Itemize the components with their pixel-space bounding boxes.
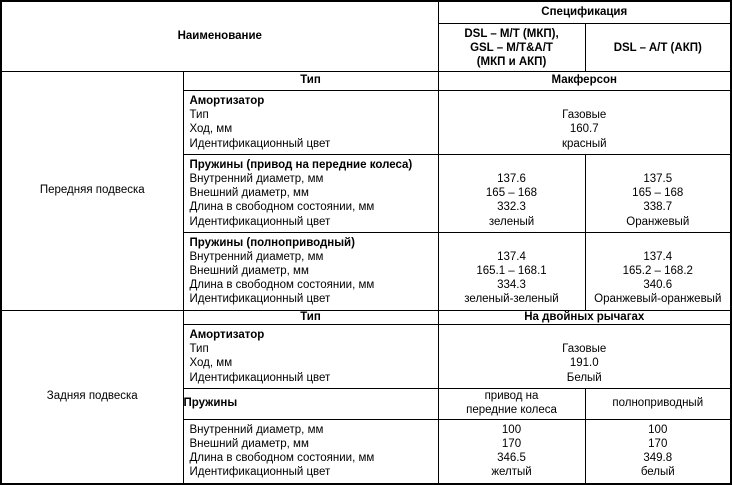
front-springs-awd-col2-value-4: Оранжевый-оранжевый	[594, 293, 722, 306]
front-springs-fwd-col1-value-3: 332.3	[497, 201, 526, 214]
front-springs-fwd-col1-value-1: 137.6	[497, 172, 526, 185]
rear-springs-col1-value-1: 100	[501, 423, 522, 436]
front-springs-fwd-values-col2	[585, 154, 731, 232]
front-springs-awd-label-3: Длина в свободном состоянии, мм	[189, 279, 375, 292]
rear-springs-col2-value-4: белый	[640, 466, 675, 479]
front-springs-awd-col1-spacer	[439, 236, 585, 250]
header-spec-column-1-line-2: GSL – M/T&A/T	[470, 41, 553, 54]
front-springs-fwd-label-2: Внешний диаметр, мм	[189, 187, 309, 200]
rear-shock-absorber-title: Амортизатор	[189, 329, 265, 342]
front-springs-awd-labels	[183, 232, 438, 310]
header-spec-column-2-line-1: DSL – A/T (АКП)	[613, 41, 702, 54]
front-shock-absorber-labels	[183, 91, 438, 155]
front-springs-fwd-label-1: Внутренний диаметр, мм	[189, 172, 324, 185]
front-springs-awd-col1-value-2: 165.1 – 168.1	[476, 265, 547, 278]
front-springs-awd-label-2: Внешний диаметр, мм	[189, 265, 309, 278]
rear-springs-title: Пружины	[183, 388, 438, 419]
header-spec-column-2	[585, 24, 731, 72]
front-shock-absorber-label-2: Ход, мм	[189, 123, 233, 136]
rear-springs-col2-value-3: 349.8	[643, 452, 673, 465]
front-springs-awd-values-col2	[585, 232, 731, 310]
section-label-rear-suspension: Задняя подвеска	[1, 310, 183, 483]
rear-springs-subhead-col2-line-1: полноприводный	[612, 397, 704, 410]
front-springs-awd-label-4: Идентификационный цвет	[189, 293, 331, 306]
front-springs-awd-label-1: Внутренний диаметр, мм	[189, 250, 324, 263]
front-shock-absorber-value-2: 160.7	[569, 123, 599, 136]
front-type-row	[1, 72, 731, 91]
front-springs-awd-col1-value-4: зеленый-зеленый	[464, 293, 559, 306]
rear-type-row	[1, 310, 731, 324]
header-spec-column-1	[438, 24, 585, 72]
rear-shock-absorber-label-3: Идентификационный цвет	[189, 371, 331, 384]
rear-type-label: Тип	[183, 310, 438, 324]
rear-shock-absorber-value-1: Газовые	[562, 343, 607, 356]
rear-springs-label-4: Идентификационный цвет	[189, 466, 331, 479]
front-springs-awd-col2-value-3: 340.6	[643, 279, 673, 292]
rear-shock-absorber-labels	[183, 325, 438, 389]
front-springs-fwd-col2-spacer	[586, 158, 731, 172]
front-springs-fwd-col2-value-3: 338.7	[643, 201, 673, 214]
rear-springs-subhead-col2	[585, 388, 731, 419]
front-type-value: Макферсон	[438, 72, 731, 91]
header-specification-group: Спецификация	[438, 1, 731, 24]
front-springs-fwd-col1-value-4: зеленый	[488, 215, 535, 228]
header-spec-column-1-line-1: DSL – M/T (МКП),	[464, 27, 559, 40]
front-springs-fwd-col2-value-2: 165 – 168	[632, 187, 684, 200]
front-springs-fwd-values-col1	[438, 154, 585, 232]
rear-springs-subhead-col1	[438, 388, 585, 419]
header-name-column: Наименование	[1, 1, 438, 72]
rear-shock-absorber-value-3: Белый	[566, 371, 602, 384]
rear-springs-label-3: Длина в свободном состоянии, мм	[189, 452, 375, 465]
rear-springs-col2-value-1: 100	[648, 423, 668, 436]
rear-springs-values-col2	[585, 419, 731, 483]
rear-springs-label-1: Внутренний диаметр, мм	[189, 423, 324, 436]
rear-springs-col1-value-3: 346.5	[497, 452, 526, 465]
rear-shock-absorber-label-2: Ход, мм	[189, 357, 233, 370]
front-springs-awd-col2-spacer	[586, 236, 731, 250]
front-type-label: Тип	[183, 72, 438, 91]
front-springs-awd-values-col1	[438, 232, 585, 310]
front-shock-absorber-values	[438, 91, 731, 155]
front-shock-absorber-value-3: красный	[561, 137, 607, 150]
front-springs-awd-col1-value-1: 137.4	[497, 250, 526, 263]
front-springs-awd-title: Пружины (полноприводный)	[189, 236, 355, 249]
front-springs-awd-col2-value-1: 137.4	[643, 250, 673, 263]
front-springs-awd-col2-value-2: 165.2 – 168.2	[622, 265, 693, 278]
front-springs-awd-col1-value-3: 334.3	[497, 279, 526, 292]
front-springs-fwd-labels	[183, 154, 438, 232]
rear-springs-labels	[183, 419, 438, 483]
table-header-row-group	[1, 1, 731, 24]
front-shock-absorber-value-1: Газовые	[562, 109, 607, 122]
front-springs-fwd-col2-value-4: Оранжевый	[626, 215, 690, 228]
rear-type-value: На двойных рычагах	[438, 310, 731, 324]
front-springs-fwd-col1-value-2: 165 – 168	[485, 187, 538, 200]
rear-springs-col1-value-2: 170	[501, 438, 522, 451]
front-springs-fwd-col2-value-1: 137.5	[643, 172, 673, 185]
rear-springs-values-col1	[438, 419, 585, 483]
rear-shock-absorber-value-2: 191.0	[569, 357, 599, 370]
front-shock-absorber-label-3: Идентификационный цвет	[189, 137, 331, 150]
rear-shock-absorber-label-1: Тип	[189, 343, 209, 356]
rear-shock-absorber-values	[438, 325, 731, 389]
front-springs-fwd-title: Пружины (привод на передние колеса)	[189, 158, 413, 171]
front-springs-fwd-label-3: Длина в свободном состоянии, мм	[189, 201, 375, 214]
rear-springs-subhead-col1-line-2: передние колеса	[466, 403, 557, 416]
header-spec-column-1-line-3: (МКП и АКП)	[476, 55, 547, 68]
front-shock-absorber-spacer	[439, 94, 731, 108]
front-shock-absorber-label-1: Тип	[189, 109, 209, 122]
rear-shock-absorber-spacer	[439, 328, 731, 342]
front-shock-absorber-title: Амортизатор	[189, 95, 265, 107]
rear-springs-subhead-col1-line-1: привод на	[484, 390, 539, 403]
rear-springs-col2-value-2: 170	[648, 438, 668, 451]
front-springs-fwd-col1-spacer	[439, 158, 585, 172]
section-label-front-suspension: Передняя подвеска	[1, 72, 183, 311]
rear-springs-col1-value-4: желтый	[491, 466, 532, 479]
front-springs-fwd-label-4: Идентификационный цвет	[189, 215, 331, 228]
rear-springs-label-2: Внешний диаметр, мм	[189, 438, 309, 451]
